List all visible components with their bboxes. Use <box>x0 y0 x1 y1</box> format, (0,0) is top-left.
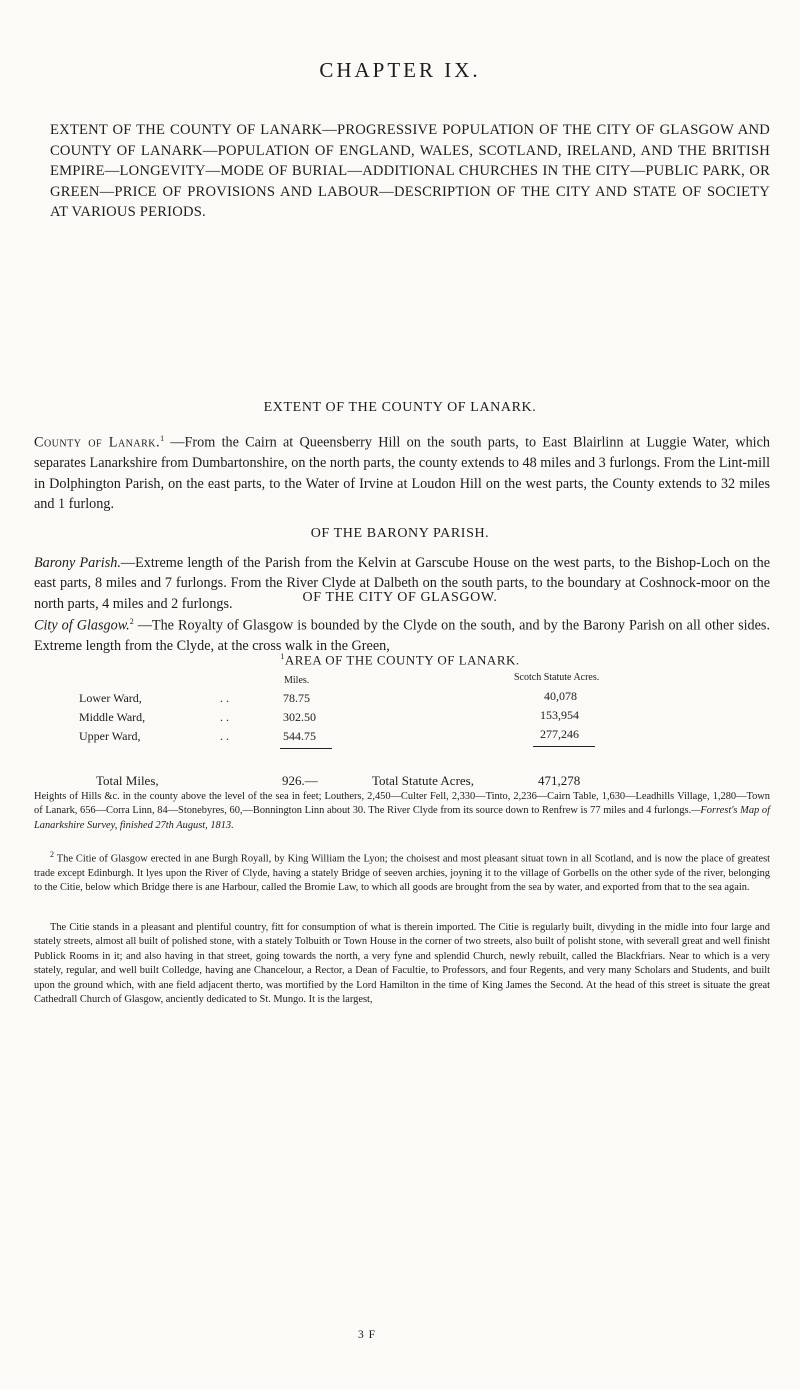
footnote-citie-2: The Citie stands in a pleasant and plentiful country, fitt for consumption of what is therein imported. The Citie is regularly built, divyding in the midle into four large and stately streets, almost all built of polished stone, with a stately Tolbuith or Town House in the corner of two streets, also built of polisht stone, with severall great and well finisht Publick Rooms in it; and also having in that street, going towards the north, a very fyne and splendid Church, newly rebuilt, called the Blackfriars. Near to which is a very stately, regular, and well built Colledge, having ane Chancelour, a Rector, a Dean of Facultie, to Professors, and four Regents, and very many Scholars and Students, and built upon the ground which, with ane field adjacent therto, was mortified by the Lord Hamilton in the time of King James the Second. At the head of this street is situate the great Cathedrall Church of Glasgow, anciently dedicated to St. Mungo. It is the largest, <box>34 922 770 1006</box>
paragraph-city <box>34 612 770 657</box>
lead-barony: Barony Parish. <box>34 555 121 571</box>
table-row: Upper Ward, <box>79 729 141 743</box>
table-row: Lower Ward, <box>79 691 142 705</box>
row-acres: 153,954 <box>540 708 579 722</box>
row-acres: 277,246 <box>540 727 579 741</box>
lead-county: County of Lanark. <box>34 434 161 451</box>
row-miles: 302.50 <box>283 710 316 724</box>
area-table-title: $^1$AREA OF THE COUNTY OF LANARK. <box>280 652 520 668</box>
total-miles-value: 926.— <box>282 773 318 788</box>
row-dots: . . <box>220 710 229 724</box>
footnote-ref-2: 2 <box>129 617 134 626</box>
col-acres-header: Scotch Statute Acres. <box>514 672 600 683</box>
row-acres: 40,078 <box>544 689 577 703</box>
miles-rule <box>280 748 332 749</box>
chapter-heading: EXTENT OF THE COUNTY OF LANARK—PROGRESSIVE POPULATION OF THE CITY OF GLASGOW AND COUNTY OF LANARK—POPULATION OF ENGLAND, WALES, SCOTLAND, IRELAND, AND THE BRITISH EMPIRE—LONGEVITY—MODE OF BURIAL—ADDITIONAL CHURCHES IN THE CITY—PUBLIC PARK, OR GREEN—PRICE OF PROVISIONS AND LABOUR—DESCRIPTION OF THE CITY AND STATE OF SOCIETY AT VARIOUS PERIODS. <box>50 122 770 220</box>
section-title-city: OF THE CITY OF GLASGOW. <box>302 590 498 605</box>
total-acres-label: Total Statute Acres, <box>372 773 474 788</box>
col-miles-header: Miles. <box>284 675 310 686</box>
paragraph-county <box>34 429 770 514</box>
row-miles: 78.75 <box>283 691 310 705</box>
footnote-heights-source: —Forrest's Map of Lanarkshire Survey, finished 27th August, 1813. <box>34 805 770 831</box>
table-row: Middle Ward, <box>79 710 146 724</box>
chapter-title: CHAPTER IX. <box>319 58 481 82</box>
acres-rule <box>533 746 595 747</box>
text-barony: —Extreme length of the Parish from the Kelvin at Garscube House on the west parts, to the Bishop-Loch on the east parts, 8 miles and 7 furlongs. From the River Clyde at Dalbeth on the south parts, to the boundary at Coshnock-moor on the north parts, 4 miles and 2 furlongs. <box>34 555 770 612</box>
footnote-citie-1: $^2$ The Citie of Glasgow erected in ane Burgh Royall, by King William the Lyon; the choisest and most pleasant situat town in all Scotland, and is now the place of greatest trade except Edinburgh. It lyes upon the River of Clyde, having a stately Bridge of seeven archies, joyning it to the village of Gorbells on the other syde of the river, belonging to the Citie, below which Bridge there is ane Harbour, called the Bromie Law, to which all goods are brought from the sea by water, and exported from that to the sea again. <box>34 850 770 894</box>
footnote-ref-1: 1 <box>160 434 165 443</box>
total-acres-value: 471,278 <box>538 773 581 788</box>
row-dots: . . <box>220 691 229 705</box>
lead-city: City of Glasgow. <box>34 617 130 634</box>
row-miles: 544.75 <box>283 729 316 743</box>
total-miles-label: Total Miles, <box>96 773 159 788</box>
footnote-heights: Heights of Hills &c. in the county above the level of the sea in feet; Louthers, 2,450—Culter Fell, 2,330—Tinto, 2,236—Cairn Table, 1,630—Leadhills Village, 1,280—Town of Lanark, 656—Corra Linn, 84—Stonebyres, 60,—Bonnington Linn about 30. The River Clyde from its source down to Renfrew is 77 miles and 4 furlongs.—Forrest's Map of Lanarkshire Survey, finished 27th August, 1813. <box>34 791 770 831</box>
section-title-barony: OF THE BARONY PARISH. <box>310 526 490 541</box>
area-table-note: 1 <box>280 652 285 661</box>
row-dots: . . <box>220 729 229 743</box>
text-county: —From the Cairn at Queensberry Hill on the south parts, to East Blairlinn at Luggie Water, which separates Lanarkshire from Dumbartonshire, on the north parts, the county extends to 48 miles and 3 furlongs. From the Lint-mill in Dolphington Parish, on the east parts, to the Water of Irvine at Loudon Hill on the west parts, the County extends to 32 miles and 1 furlong. <box>34 434 771 512</box>
text-city: —The Royalty of Glasgow is bounded by the Clyde on the south, and by the Barony Parish on all other sides. Extreme length from the Clyde, at the cross walk in the Green, <box>34 617 770 655</box>
signature-mark: 3 F <box>358 1329 377 1341</box>
section-title-county: EXTENT OF THE COUNTY OF LANARK. <box>263 400 537 415</box>
